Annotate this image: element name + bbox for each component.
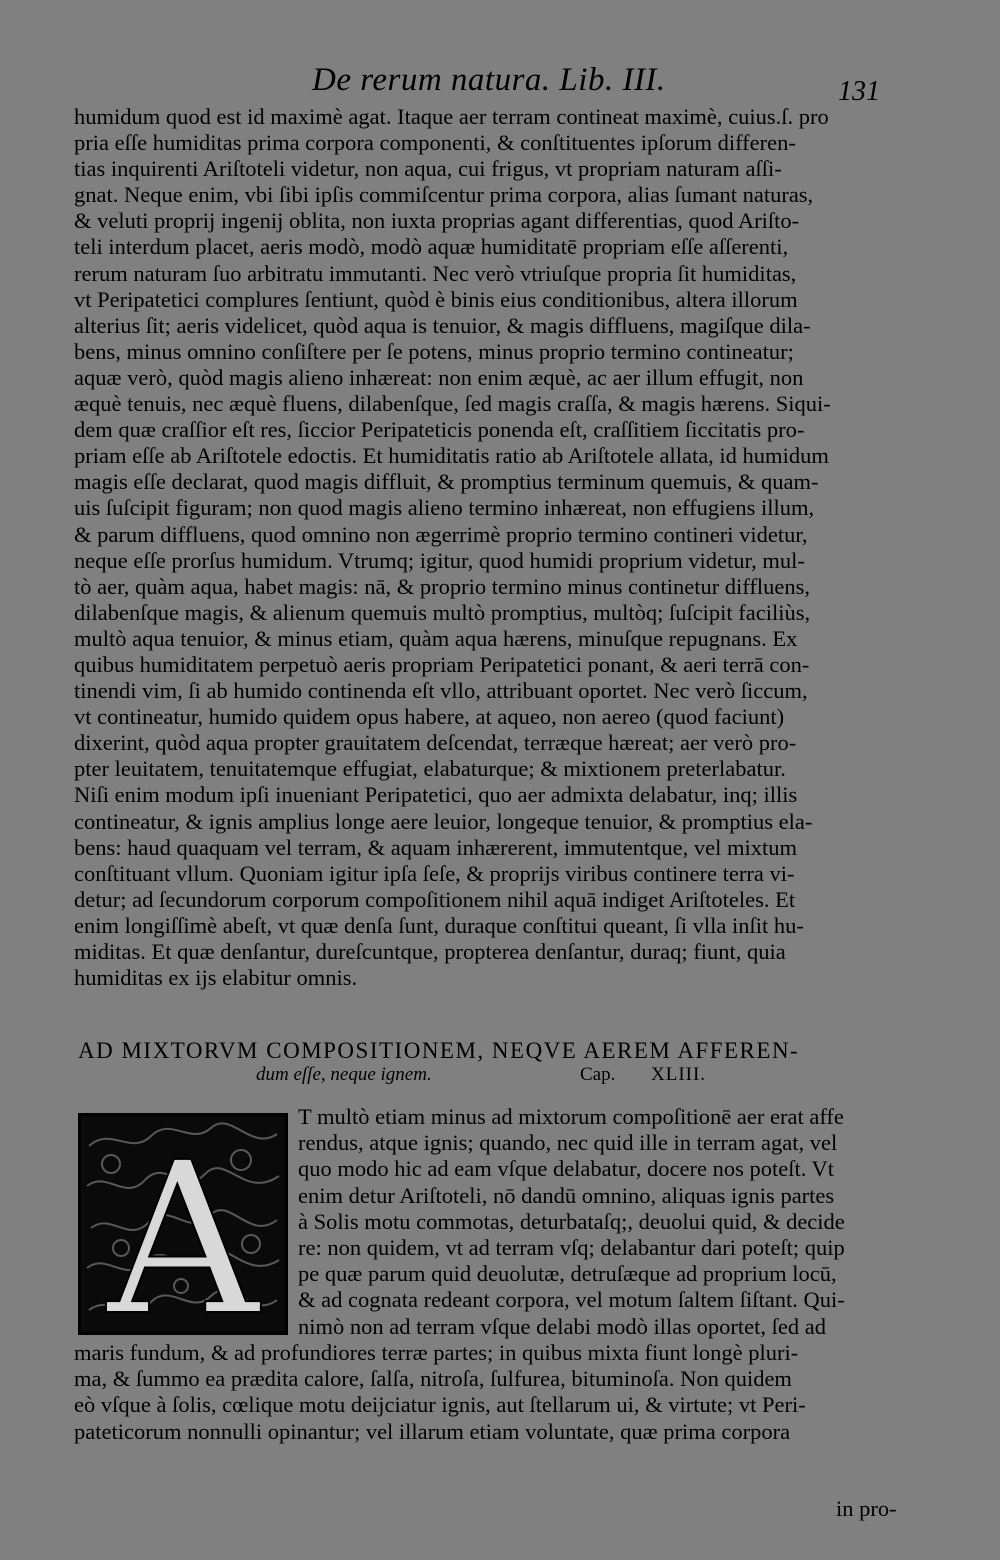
text-line: bens: haud quaquam vel terram, & aquam inhærerent, immutentque, vel mixtum <box>74 834 797 860</box>
text-line: ma, & ſummo ea prædita calore, ſalſa, nitroſa, ſulfurea, bituminoſa. Non quidem <box>74 1366 792 1392</box>
text-line: T multò etiam minus ad mixtorum compoſitionē aer erat affe <box>298 1104 844 1129</box>
text-line: vt contineatur, humido quidem opus habere, at aqueo, non aereo (quod faciunt) <box>74 704 785 730</box>
text-line: pria eſſe humiditas prima corpora componenti, & conſtituentes ipſorum differen- <box>74 130 796 156</box>
text-line: alterius ſit; aeris videlicet, quòd aqua is tenuior, & magis diffluens, magiſque dila- <box>74 312 811 338</box>
catchword: in pro- <box>836 1496 897 1521</box>
text-line: Niſi enim modum ipſi inueniant Peripatetici, quo aer admixta delabatur, inq; illis <box>74 782 798 808</box>
text-line: tò aer, quàm aqua, habet magis: nā, & proprio termino minus continetur diffluens, <box>74 573 811 599</box>
text-line: teli interdum placet, aeris modò, modò aquæ humiditatē propriam eſſe aſſerenti, <box>74 234 789 260</box>
text-line: magis eſſe declarat, quod magis diffluit, & promptius terminum quemuis, & quam- <box>74 469 819 495</box>
text-line: eò vſque à ſolis, cœlique motu deijciatur ignis, aut ſtellarum ui, & virtute; vt Peri- <box>74 1392 806 1418</box>
chapter-title: AD MIXTORVM COMPOSITIONEM, NEQVE AEREM AFFEREN- <box>78 1038 800 1063</box>
text-line: conſtituant vllum. Quoniam igitur ipſa ſeſe, & proprijs viribus continere terra vi- <box>74 860 795 886</box>
text-line: multò aqua tenuior, & minus etiam, quàm aqua hærens, minuſque repugnans. Ex <box>74 625 798 651</box>
chapter-text-beside-initial <box>298 1104 910 1340</box>
decorated-initial-a <box>78 1113 288 1335</box>
text-line: dem quæ craſſior eſt res, ſiccior Peripateticis ponenda eſt, craſſitiem ſiccitatis pro- <box>74 417 805 443</box>
text-line: & parum diffluens, quod omnino non ægerrimè proprio termino contineri videtur, <box>74 521 808 547</box>
text-line: contineatur, & ignis amplius longe aere leuior, longeque tenuior, & promptius ela- <box>74 808 813 834</box>
chapter-text-continued <box>74 1340 908 1445</box>
text-line: & veluti proprij ingenij oblita, non iuxta proprias agant differentias, quod Ariſto- <box>74 208 800 234</box>
text-line: pe quæ parum quid deuolutæ, detruſæque ad proprium locū, <box>298 1261 837 1287</box>
text-line: pter leuitatem, tenuitatemque effugiat, elabaturque; & mixtionem preterlabatur. <box>74 756 786 782</box>
text-line: dilabenſque magis, & alienum quemuis multò promptius, multòq; ſuſcipit faciliùs, <box>74 599 811 625</box>
page-number: 131 <box>838 76 880 107</box>
text-line: nimò non ad terram vſque delabi modò illas oportet, ſed ad <box>298 1313 826 1339</box>
text-line: priam eſſe ab Ariſtotele edoctis. Et humiditatis ratio ab Ariſtotele allata, id humidum <box>74 443 829 469</box>
main-text-block <box>74 104 908 991</box>
text-line: re: non quidem, vt ad terram vſq; delabantur dari poteſt; quip <box>298 1234 845 1260</box>
text-line: bens, minus omnino conſiſtere per ſe potens, minus proprio termino contineatur; <box>74 338 794 364</box>
text-line: uis ſuſcipit figuram; non quod magis alieno termino inhæreat, non effugiens illum, <box>74 495 815 521</box>
text-line: dixerint, quòd aqua propter grauitatem deſcendat, terræque hæreat; aer verò pro- <box>74 730 797 756</box>
page-header <box>0 62 1000 107</box>
text-line: rerum naturam ſuo arbitratu immutanti. Nec verò vtriuſque propria ſit humiditas, <box>74 260 797 286</box>
initial-letter: A <box>107 1117 259 1332</box>
text-line: neque eſſe prorſus humidum. Vtrumq; igitur, quod humidi proprium videtur, mul- <box>74 547 805 573</box>
text-line: à Solis motu commotas, deturbataſq;, deuolui quid, & decide <box>298 1208 845 1234</box>
text-line: humiditas ex ijs elabitur omnis. <box>74 965 358 991</box>
chapter-subtitle: dum eſſe, neque ignem. <box>256 1064 432 1085</box>
text-line: detur; ad ſecundorum corporum compoſitionem nihil aquā indiget Ariſtoteles. Et <box>74 886 796 912</box>
text-line: enim detur Ariſtoteli, nō dandū omnino, aliquas ignis partes <box>298 1182 835 1208</box>
chapter-number: XLIII. <box>651 1064 707 1085</box>
text-line: tias inquirenti Ariſtoteli videtur, non aqua, cui frigus, vt propriam naturam aſſi- <box>74 156 782 182</box>
chapter-subtitle-row <box>0 1064 1000 1090</box>
text-line: quo modo hic ad eam vſque delabatur, docere nos poteſt. Vt <box>298 1156 835 1182</box>
text-line: quibus humiditatem perpetuò aeris propriam Peripatetici ponant, & aeri terrā con- <box>74 651 810 677</box>
text-line: vt Peripatetici complures ſentiunt, quòd è binis eius conditionibus, altera illorum <box>74 286 798 312</box>
text-line: miditas. Et quæ denſantur, dureſcuntque, propterea denſantur, duraq; fiunt, quia <box>74 939 786 964</box>
text-line: gnat. Neque enim, vbi ſibi ipſis commiſcentur prima corpora, alias ſumant naturas, <box>74 182 814 208</box>
text-line: rendus, atque ignis; quando, nec quid ille in terram agat, vel <box>298 1130 838 1156</box>
running-title: De rerum natura. Lib. III. <box>312 62 666 98</box>
chapter-cap-label: Cap. <box>580 1064 616 1085</box>
text-line: & ad cognata redeant corpora, vel motum ſaltem ſiſtant. Qui- <box>298 1287 845 1313</box>
text-line: æquè tenuis, nec æquè fluens, dilabenſque, ſed magis craſſa, & magis hærens. Siqui- <box>74 391 831 417</box>
text-line: tinendi vim, ſi ab humido continenda eſt vllo, attribuant oportet. Nec verò ſiccum, <box>74 678 808 704</box>
text-line: enim longiſſimè abeſt, vt quæ denſa ſunt, duraque conſtitui queant, ſi vlla inſit hu- <box>74 912 804 938</box>
text-line: humidum quod est id maximè agat. Itaque aer terram contineat maximè, cuius.ſ. pro <box>74 104 829 129</box>
text-line: aquæ verò, quòd magis alieno inhæreat: non enim æquè, ac aer illum effugit, non <box>74 364 804 390</box>
text-line: maris fundum, & ad profundiores terræ partes; in quibus mixta fiunt longè pluri- <box>74 1340 799 1365</box>
text-line: pateticorum nonnulli opinantur; vel illarum etiam voluntate, quæ prima corpora <box>74 1418 791 1444</box>
